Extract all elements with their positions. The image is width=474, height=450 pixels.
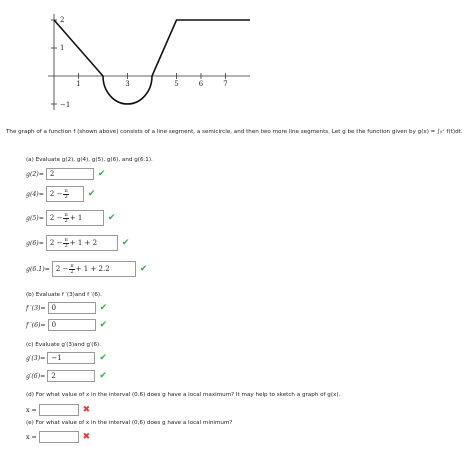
pi-over-2-fraction	[69, 264, 74, 275]
gp6-label: g′(6)=	[26, 372, 46, 380]
part-b-heading: (b) Evaluate f ′(3)and f ′(6).	[26, 292, 102, 298]
g61-correct-icon: ✔	[139, 264, 148, 274]
fp6-answer-field[interactable]	[48, 319, 96, 331]
part-a-heading: (a) Evaluate g(2), g(4), g(5), g(6), and g(6.1).	[26, 157, 153, 163]
fp6-label: f ′(6)=	[26, 321, 46, 329]
frac-denominator: 2	[64, 217, 68, 224]
gp3-label: g′(3)=	[26, 354, 46, 362]
g5-answer-field[interactable]	[46, 210, 104, 226]
fp6-row	[26, 317, 107, 333]
g6-label: g(6)=	[26, 239, 44, 247]
gp3-correct-icon: ✔	[99, 353, 107, 363]
g5-row	[26, 210, 115, 226]
fp3-answer-field[interactable]	[48, 302, 96, 314]
g4-correct-icon: ✔	[87, 189, 96, 199]
function-curve	[54, 20, 250, 104]
gp3-answer-field[interactable]	[47, 352, 95, 364]
pi-over-2-fraction	[63, 213, 68, 224]
gp6-row	[26, 368, 107, 384]
y-tick-2: 2	[60, 16, 65, 24]
frac-numerator: π	[64, 187, 68, 194]
gp6-answer-text: 2	[51, 372, 56, 380]
local-max-answer-field[interactable]	[39, 404, 79, 416]
local-min-answer-field[interactable]	[39, 431, 79, 443]
local-max-row	[26, 402, 90, 418]
g5-answer-text-b: + 1	[69, 214, 83, 222]
x-tick-7: 7	[223, 80, 228, 88]
gp6-answer-field[interactable]	[47, 370, 95, 382]
g6-answer-text-a: 2 −	[49, 239, 63, 247]
frac-denominator: 2	[64, 193, 68, 200]
frac-numerator: π	[64, 211, 68, 218]
y-tick-1: 1	[60, 44, 65, 52]
g2-label: g(2)=	[26, 170, 44, 178]
gp6-correct-icon: ✔	[99, 371, 107, 381]
frac-denominator: 2	[70, 268, 74, 275]
g5-answer-text-a: 2 −	[49, 214, 63, 222]
g2-answer-text: 2	[49, 170, 55, 178]
x-tick-6: 6	[198, 80, 204, 88]
g6-answer-field[interactable]	[46, 235, 118, 251]
frac-denominator: 2	[64, 242, 68, 249]
local-max-incorrect-icon: ✖	[82, 405, 91, 415]
g4-answer-text: 2 −	[49, 190, 63, 198]
fp3-label: f ′(3)=	[26, 304, 46, 312]
pi-over-2-fraction	[63, 238, 68, 249]
g5-label: g(5)=	[26, 214, 44, 222]
g5-correct-icon: ✔	[107, 213, 116, 223]
g4-label: g(4)=	[26, 190, 44, 198]
g6-answer-text-b: + 1 + 2	[69, 239, 98, 247]
frac-numerator: π	[64, 236, 68, 243]
fp3-correct-icon: ✔	[99, 303, 108, 313]
local-min-incorrect-icon: ✖	[82, 432, 91, 442]
local-min-label: x =	[26, 433, 37, 441]
local-max-label: x =	[26, 406, 37, 414]
y-tick-neg1: −1	[60, 101, 71, 109]
g6-correct-icon: ✔	[121, 238, 130, 248]
x-tick-5: 5	[174, 80, 179, 88]
part-c-heading: (c) Evaluate g′(3)and g′(6).	[26, 342, 101, 348]
fp6-correct-icon: ✔	[99, 320, 108, 330]
frac-numerator: π	[70, 262, 74, 269]
g2-correct-icon: ✔	[97, 169, 106, 179]
g2-row	[26, 166, 105, 182]
x-tick-1: 1	[76, 80, 81, 88]
g2-answer-field[interactable]	[46, 168, 94, 180]
g61-answer-text-b: + 1 + 2.2	[75, 265, 110, 273]
local-min-row	[26, 429, 90, 445]
g4-answer-field[interactable]	[46, 186, 84, 202]
g4-row	[26, 186, 95, 202]
pi-over-2-fraction	[63, 189, 68, 200]
fp3-row	[26, 300, 107, 316]
problem-statement: The graph of a function f (shown above) consists of a line segment, a semicircle, and then two more line segments. Let g be the function given by g(x) = ∫₀ˣ f(t)dt.	[6, 129, 463, 135]
fp6-answer-text: 0	[51, 321, 57, 329]
function-graph	[40, 10, 260, 122]
g61-answer-field[interactable]	[52, 261, 136, 277]
x-tick-3: 3	[125, 80, 130, 88]
gp3-answer-text: −1	[51, 354, 62, 362]
part-e-heading: (e) For what value of x in the interval (0,6) does g have a local minimum?	[26, 420, 233, 426]
g61-row	[26, 261, 147, 277]
fp3-answer-text: 0	[51, 304, 57, 312]
g6-row	[26, 235, 129, 251]
gp3-row	[26, 350, 107, 366]
g61-label: g(6.1)=	[26, 265, 50, 273]
part-d-heading: (d) For what value of x in the interval (0,6) does g have a local maximum? It may help to sketch a graph of g(x).	[26, 392, 341, 398]
g61-answer-text-a: 2 −	[55, 265, 69, 273]
